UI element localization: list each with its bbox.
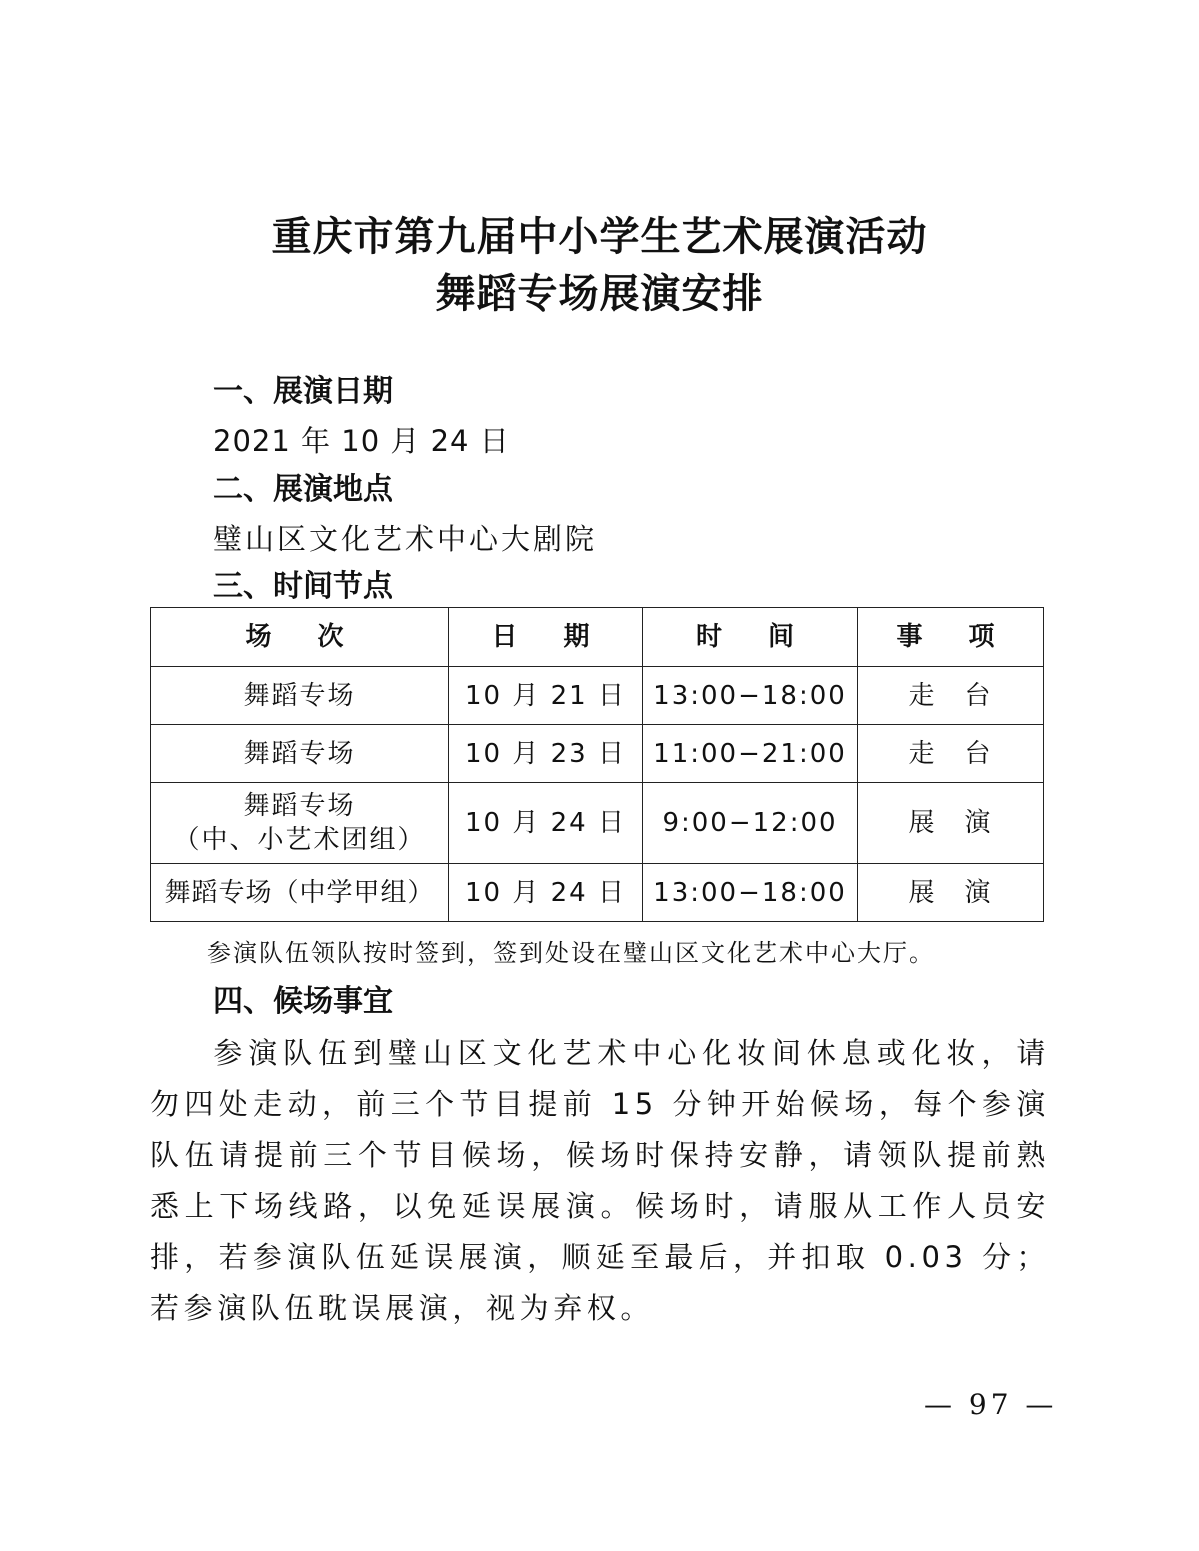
venue-value: 璧山区文化艺术中心大剧院 xyxy=(213,522,598,556)
cell-session: 舞蹈专场 xyxy=(151,667,449,725)
section-heading-venue: 二、展演地点 xyxy=(213,472,393,507)
date-value: 2021 年 10 月 24 日 xyxy=(213,424,510,458)
cell-date: 10 月 24 日 xyxy=(449,864,643,922)
cell-session: 舞蹈专场 xyxy=(151,725,449,783)
table-header-row xyxy=(151,608,1044,667)
schedule-table xyxy=(150,607,1044,922)
cell-time: 13:00−18:00 xyxy=(643,667,858,725)
sign-in-note: 参演队伍领队按时签到，签到处设在璧山区文化艺术中心大厅。 xyxy=(207,939,935,967)
cell-session-line-1: 舞蹈专场 xyxy=(243,791,356,821)
cell-date: 10 月 21 日 xyxy=(449,667,643,725)
table-row xyxy=(151,667,1044,725)
document-title-line-1: 重庆市第九届中小学生艺术展演活动 xyxy=(271,213,928,260)
cell-date: 10 月 24 日 xyxy=(449,783,643,864)
section-heading-time: 三、时间节点 xyxy=(213,569,393,604)
header-item: 事 项 xyxy=(858,608,1044,667)
page-number: — 97 — xyxy=(924,1388,1058,1421)
cell-session: 舞蹈专场（中学甲组） xyxy=(151,864,449,922)
header-time: 时 间 xyxy=(643,608,858,667)
table-row xyxy=(151,725,1044,783)
cell-session xyxy=(151,783,449,864)
cell-time: 13:00−18:00 xyxy=(643,864,858,922)
cell-item: 走 台 xyxy=(858,725,1044,783)
waiting-paragraph xyxy=(150,1028,1050,1334)
table-row xyxy=(151,864,1044,922)
table-row xyxy=(151,783,1044,864)
header-date: 日 期 xyxy=(449,608,643,667)
cell-time: 11:00−21:00 xyxy=(643,725,858,783)
cell-item: 走 台 xyxy=(858,667,1044,725)
cell-item: 展 演 xyxy=(858,783,1044,864)
cell-date: 10 月 23 日 xyxy=(449,725,643,783)
section-heading-waiting: 四、候场事宜 xyxy=(213,984,393,1019)
cell-session-line-2: （中、小艺术团组） xyxy=(173,825,426,855)
cell-time: 9:00−12:00 xyxy=(643,783,858,864)
section-heading-date: 一、展演日期 xyxy=(213,374,393,409)
header-session: 场 次 xyxy=(151,608,449,667)
cell-item: 展 演 xyxy=(858,864,1044,922)
document-title-line-2: 舞蹈专场展演安排 xyxy=(435,270,764,317)
waiting-paragraph-text: 参演队伍到璧山区文化艺术中心化妆间休息或化妆，请勿四处走动，前三个节目提前 15 分钟开始候场，每个参演队伍请提前三个节目候场，候场时保持安静，请领队提前熟悉上下场线路，以免延误展演。候场时，请服从工作人员安排，若参演队伍延误展演，顺延至最后，并扣取 0.03 分；若参演队伍耽误展演，视为弃权。 xyxy=(150,1036,1050,1325)
